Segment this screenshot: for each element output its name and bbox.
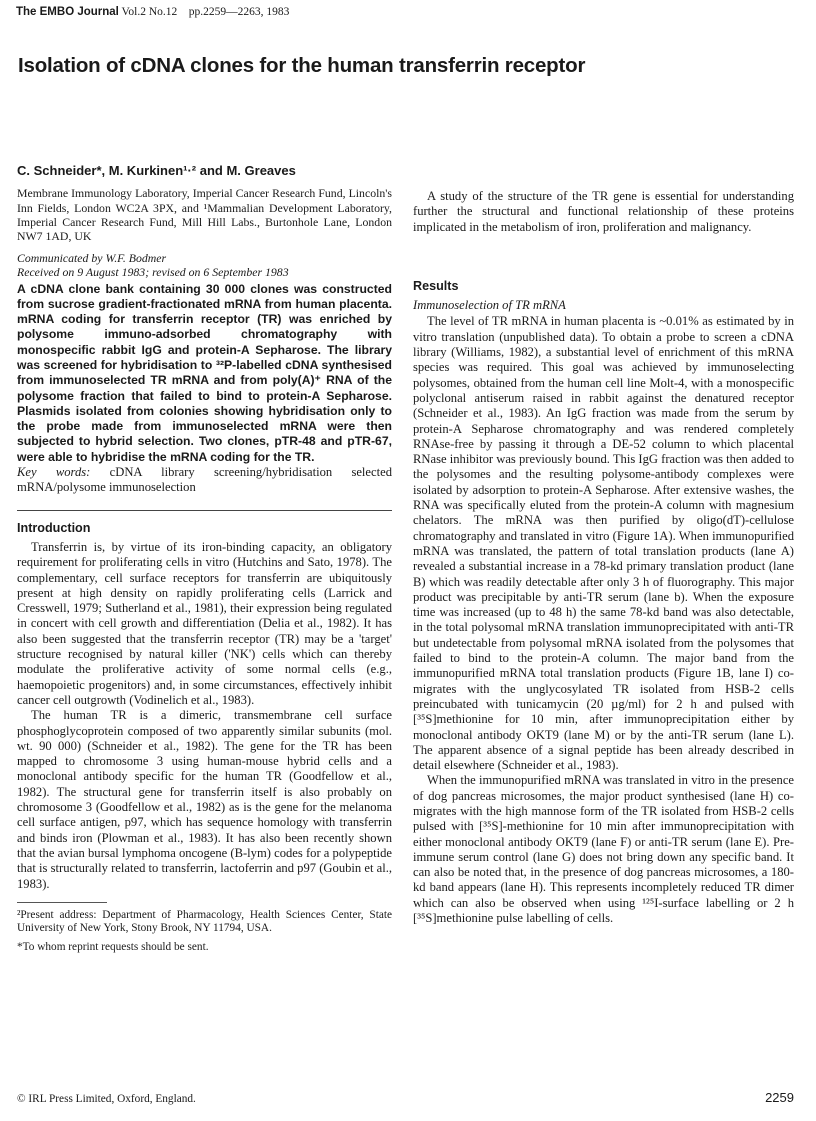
results-paragraph: When the immunopurified mRNA was translated in vitro in the presence of dog pancreas microsomes, the major product synthesised (lane H) co-migrates with the high mannose form of the TR isolated from HSB-2 cells pulsed with [³⁵S]-methionine for 10 min after immunoprecipitation with either monoclonal antibody OKT9 (lane F) or anti-TR serum (lane E). Pre-immune serum control (lane G) does not bring down any specific band. It can also be noted that, in the presence of dog pancreas microsomes, a 180-kd band appears (lane H). This represents incompletely reduced TR dimer which can also be observed when using ¹²⁵I-surface labelling or 2 h [³⁵S]methionine pulse labelling of cells.: [413, 773, 794, 926]
communicated-by: Communicated by W.F. Bodmer: [17, 251, 167, 266]
intro-paragraph: Transferrin is, by virtue of its iron-binding capacity, an obligatory requirement for proliferating cells in vitro (Hutchins and Sato, 1978). The complementary, cell surface receptors for transferrin are ubiquitously present at high density on rapidly proliferating cells (Larrick and Cresswell, 1979; Sutherland et al., 1981), their expression being regulated in concert with cell growth and differentiation (Delia et al., 1982). It has also been suggested that the transferrin receptor (TR) may be a 'target' structure recognised by natural killer ('NK') cells which can thereby modulate the proliferative activity of some normal cells (e.g., haemopoietic progenitors) and, in some circumstances, effectively inhibit cancer cell outgrowth (Vodinelich et al., 1983).: [17, 539, 392, 707]
affiliation: Membrane Immunology Laboratory, Imperial Cancer Research Fund, Lincoln's Inn Fields, London WC2A 3PX, and ¹Mammalian Development Laboratory, Imperial Cancer Research Fund, Mill Hill Labs., Burtonhole Lane, London NW7 1AD, UK: [17, 186, 392, 243]
keywords: [17, 465, 392, 496]
footnote-address: ²Present address: Department of Pharmacology, Health Sciences Center, State University of New York, Stony Brook, NY 11794, USA.: [17, 908, 392, 935]
results-subheading: Immunoselection of TR mRNA: [413, 298, 566, 313]
section-divider: [17, 510, 392, 511]
left-column: [17, 163, 392, 959]
journal-pages: pp.2259—2263, 1983: [188, 6, 290, 18]
running-head: [16, 6, 289, 18]
keywords-label: Key words:: [17, 465, 91, 480]
footnote-divider: [17, 902, 107, 903]
intro-paragraph: The human TR is a dimeric, transmembrane cell surface phosphoglycoprotein composed of two apparently similar subunits (mol. wt. 90 000) (Schneider et al., 1982). The gene for the TR has been mapped to chromosome 3 using human-mouse hybrid cells and a monoclonal antibody specific for the human TR (Goodfellow et al., 1982). The structural gene for transferrin itself is also probably on chromosome 3 (Goodfellow et al., 1982) as is the gene for the melanoma cell surface antigen, p97, which has sequence homology with transferrin and binds iron (Plowman et al., 1983). It has also been recently shown that the avian bursal lymphoma oncogene (B-lym) codes for a polypeptide that is structurally related to transferrin, lactoferrin and p97 (Goubin et al., 1983).: [17, 708, 392, 891]
authors: C. Schneider*, M. Kurkinen¹·² and M. Greaves: [17, 163, 296, 178]
right-column: [413, 163, 794, 926]
copyright: © IRL Press Limited, Oxford, England.: [17, 1093, 196, 1105]
introduction-heading: Introduction: [17, 520, 91, 535]
keywords-text: cDNA library screening/hybridisation selected mRNA/polysome immunoselection: [17, 465, 392, 495]
intro-continued-paragraph: A study of the structure of the TR gene is essential for understanding further the structural and functional relationship of these proteins implicated in the metabolism of iron, proliferation and malignancy.: [413, 189, 794, 234]
article-title: Isolation of cDNA clones for the human transferrin receptor: [18, 54, 586, 77]
received-dates: Received on 9 August 1983; revised on 6 September 1983: [17, 265, 289, 280]
footnote-reprints: *To whom reprint requests should be sent.: [17, 940, 209, 953]
results-heading: Results: [413, 278, 459, 293]
journal-name: The EMBO Journal: [16, 6, 119, 18]
journal-volume: Vol.2 No.12: [121, 6, 178, 18]
page-number: 2259: [765, 1090, 794, 1105]
results-paragraph: The level of TR mRNA in human placenta is ~0.01% as estimated by in vitro translation (unpublished data). To obtain a probe to screen a cDNA library (Williams, 1982), a substantial level of enrichment of this mRNA species was required. This goal was achieved by immunoselecting polysomes, obtained from the human cell line Molt-4, with a monospecific polyclonal antiserum raised in rabbit against the denatured receptor (Schneider et al., 1983). An IgG fraction was made from the serum by protein-A Sepharose chromatography and was rendered completely RNAse-free by passing it through a DE-52 column to which placental RNase inhibitor was previously bound. This IgG fraction was then added to the polysomes and the resulting polysome-antibody complexes were isolated by adsorption to protein-A Sepharose. After extensive washes, the RNA was specifically eluted from the protein-A column with magnesium chelators. The mRNA was then purified by oligo(dT)-cellulose chromatography and translated in vitro (Figure 1A). When immunopurified mRNA was translated, the pattern of total translation products (lane A) revealed a substantial increase in a 78-kd primary translation product (lane B) which was readily detectable after only 3 h of fluorography. This major product was precipitable by anti-TR serum (lane b). When the exposure time was increased (up to 48 h) the same 78-kd band was also detectable, in the total polysomal mRNA translation immunoprecipitated with anti-TR but undetectable from polysomal mRNA isolated from the polysomes that failed to bind to the protein-A column. The major band from the immunopurified mRNA total translation products (Figure 1B, lane I) co-migrates with the unglycosylated TR isolated from HSB-2 cells preincubated with tunicamycin (20 µg/ml) for 2 h and pulsed with [³⁵S]methionine for 10 min, after immunoprecipitation either by monoclonal antibody OKT9 (lane M) or by the anti-TR serum (lane L). The apparent absence of a signal peptide has been already described in detail elsewhere (Schneider et al., 1983).: [413, 314, 795, 773]
abstract: A cDNA clone bank containing 30 000 clones was constructed from sucrose gradient-fractionated mRNA from human placenta. mRNA coding for transferrin receptor (TR) was enriched by polysome immuno-adsorbed chromatography with monospecific rabbit IgG and protein-A Sepharose. The library was screened for hybridisation to ³²P-labelled cDNA synthesised from immunoselected TR mRNA and from poly(A)⁺ RNA of the polysome fraction that failed to bind to protein-A Sepharose. Plasmids isolated from colonies showing hybridisation only to the probe made from immunoselected mRNA were then subjected to hybrid selection. Two clones, pTR-48 and pTR-67, were able to hybridise the mRNA coding for the TR.: [17, 281, 392, 464]
